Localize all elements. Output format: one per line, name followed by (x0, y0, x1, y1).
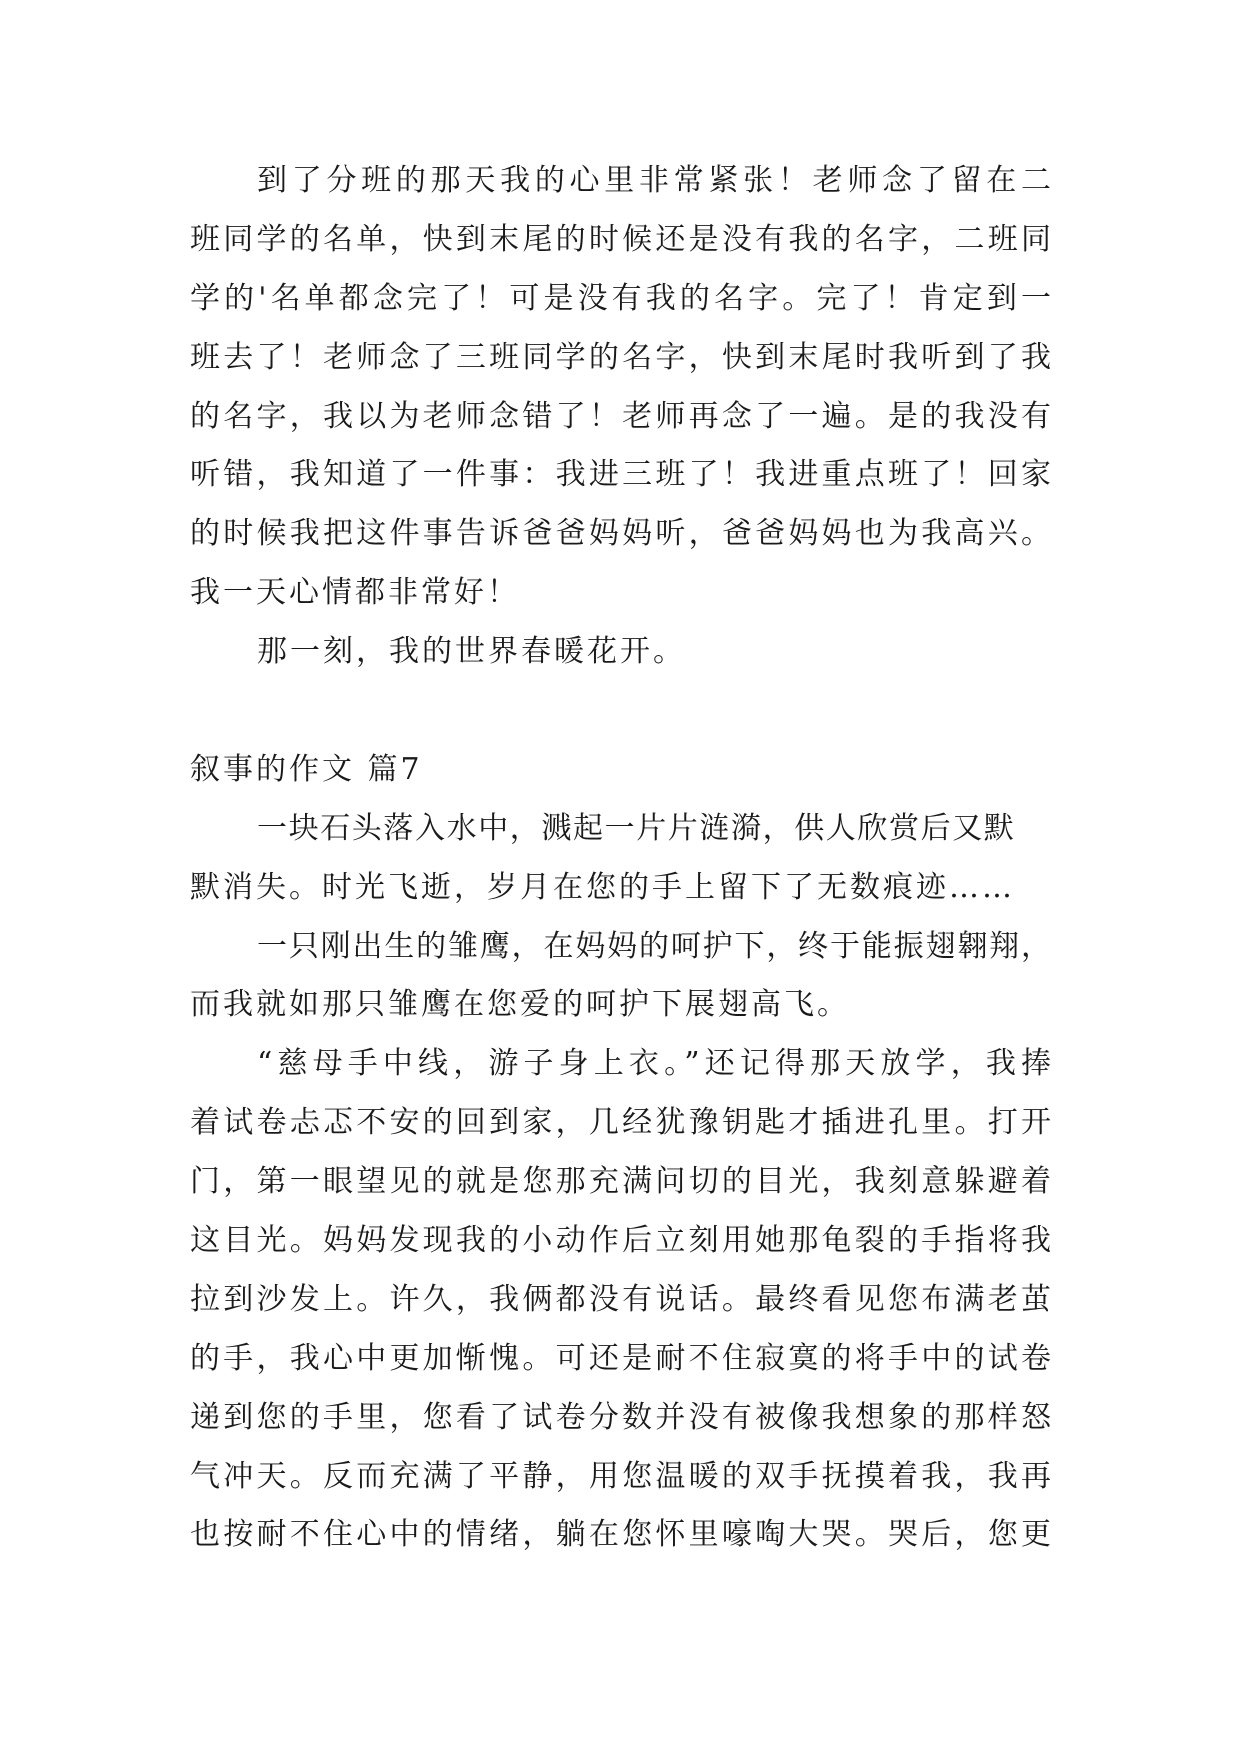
text-line: 默消失。时光飞逝，岁月在您的手上留下了无数痕迹…… (190, 869, 1015, 905)
document-body (190, 152, 1051, 1565)
text-line: 班同学的名单，快到末尾的时候还是没有我的名字，二班同 (190, 221, 1051, 257)
paragraph-conclusion (190, 623, 1051, 682)
text-line: 递到您的手里，您看了试卷分数并没有被像我想象的那样怒 (190, 1399, 1051, 1435)
text-line: 一只刚出生的雏鹰，在妈妈的呵护下，终于能振翅翱翔， (257, 928, 1051, 964)
text-line: 门，第一眼望见的就是您那充满问切的目光，我刻意躲避着 (190, 1164, 1051, 1200)
text-line: 气冲天。反而充满了平静，用您温暖的双手抚摸着我，我再 (190, 1458, 1051, 1494)
text-line: 这目光。妈妈发现我的小动作后立刻用她那龟裂的手指将我 (190, 1223, 1051, 1259)
text-line: 的手，我心中更加惭愧。可还是耐不住寂寞的将手中的试卷 (190, 1340, 1051, 1376)
text-line: 听错，我知道了一件事：我进三班了！我进重点班了！回家 (190, 457, 1051, 493)
paragraph-eaglet (190, 918, 1051, 1036)
text-line: 班去了！老师念了三班同学的名字，快到末尾时我听到了我 (190, 339, 1051, 375)
text-line: 到了分班的那天我的心里非常紧张！老师念了留在二 (257, 163, 1051, 198)
text-line: 的时候我把这件事告诉爸爸妈妈听，爸爸妈妈也为我高兴。 (190, 516, 1051, 552)
essay-heading: 叙事的作文 篇7 (190, 751, 423, 787)
text-line: “慈母手中线，游子身上衣。”还记得那天放学，我捧 (257, 1046, 1051, 1082)
paragraph-stone (190, 800, 1051, 918)
text-line: 拉到沙发上。许久，我俩都没有说话。最终看见您布满老茧 (190, 1281, 1051, 1317)
paragraph-mother (190, 1035, 1051, 1565)
paragraph-class-assignment (190, 152, 1051, 623)
text-line: 学的'名单都念完了！可是没有我的名字。完了！肯定到一 (190, 280, 1051, 316)
text-line: 我一天心情都非常好！ (190, 575, 520, 611)
text-line: 而我就如那只雏鹰在您爱的呵护下展翅高飞。 (190, 987, 850, 1023)
text-line: 着试卷忐忑不安的回到家，几经犹豫钥匙才插进孔里。打开 (190, 1105, 1051, 1141)
text-line: 也按耐不住心中的情绪，躺在您怀里嚎啕大哭。哭后，您更 (190, 1517, 1051, 1553)
blank-line (190, 682, 1051, 741)
text-line: 的名字，我以为老师念错了！老师再念了一遍。是的我没有 (190, 398, 1051, 434)
text-line: 一块石头落入水中，溅起一片片涟漪，供人欣赏后又默 (257, 810, 1016, 846)
text-line: 那一刻，我的世界春暖花开。 (257, 634, 686, 670)
